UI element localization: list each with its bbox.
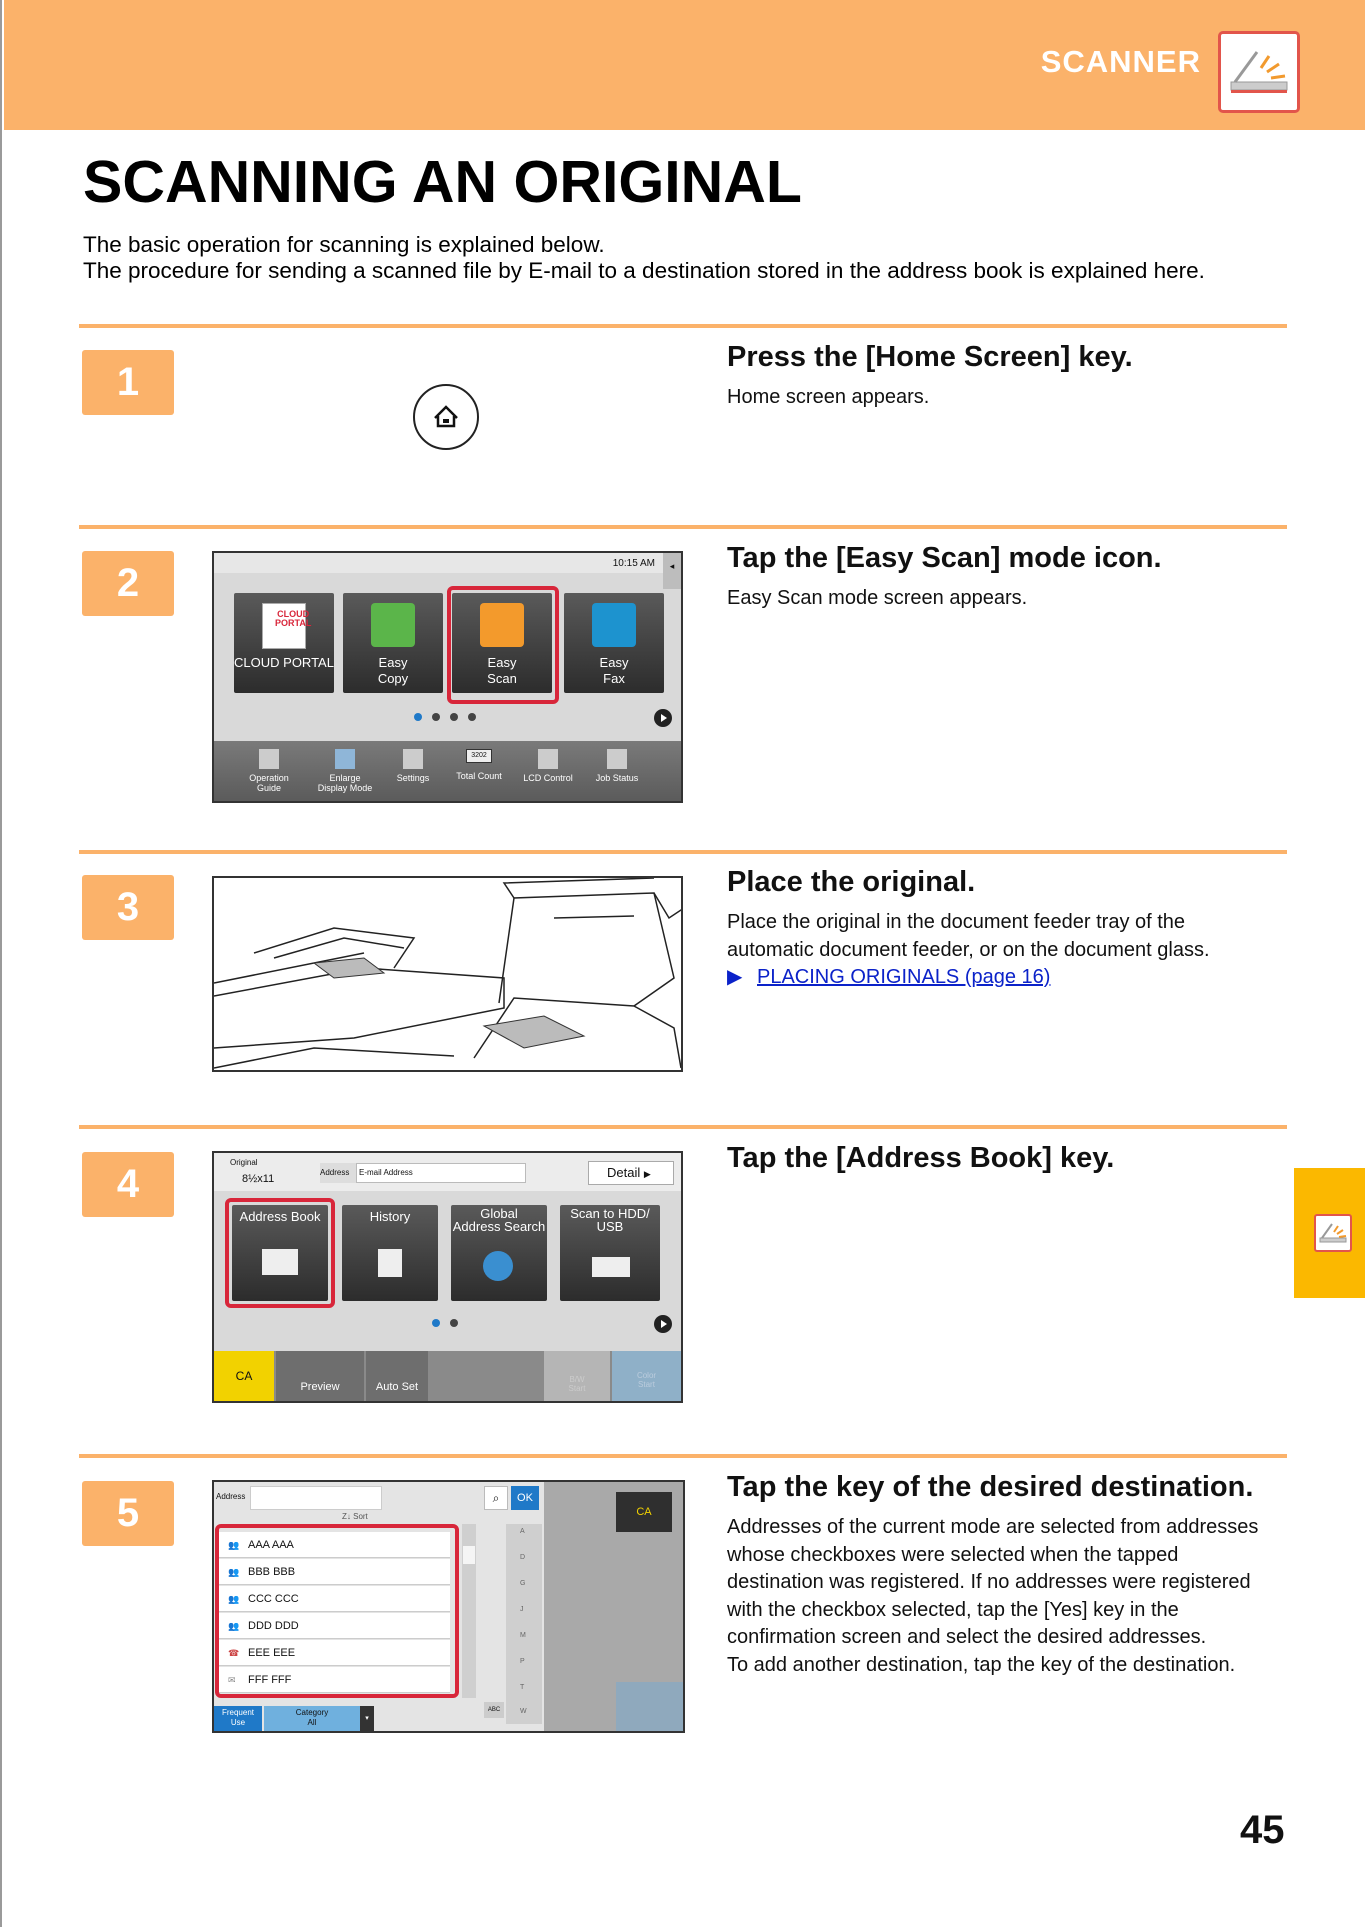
scanner-illustration — [212, 876, 683, 1072]
entry-name: CCC CCC — [248, 1593, 299, 1605]
scrollbar[interactable] — [462, 1524, 476, 1698]
step-divider — [79, 1125, 1287, 1129]
enlarge-display-button[interactable] — [310, 749, 380, 793]
address-label: Address — [320, 1163, 356, 1183]
step-body — [727, 585, 1027, 613]
settings-button[interactable] — [388, 749, 438, 783]
tile-label: Easy Scan — [487, 655, 517, 686]
entry-name: AAA AAA — [248, 1539, 294, 1551]
page-dot[interactable] — [414, 713, 422, 721]
usb-icon — [592, 1257, 630, 1277]
group-icon: 👥 — [228, 1594, 240, 1604]
page-dot[interactable] — [432, 713, 440, 721]
auto-set-label: Auto Set — [375, 1381, 419, 1393]
page-number: 45 — [1240, 1808, 1285, 1852]
address-list-panel — [214, 1482, 544, 1733]
tile-label: Global Address Search — [452, 1206, 546, 1234]
step-body-line: destination was registered. If no addresses were registered — [727, 1571, 1251, 1593]
index-bar[interactable] — [506, 1524, 542, 1724]
home-toolbar — [214, 741, 681, 801]
intro-text — [83, 232, 1205, 284]
tile-label: Address Book — [239, 1209, 321, 1224]
search-icon[interactable]: ⌕ — [484, 1486, 508, 1510]
chevron-down-icon[interactable]: ▾ — [360, 1706, 374, 1731]
scanner-icon — [1218, 31, 1300, 113]
scan-header — [214, 1153, 681, 1191]
preview-button[interactable] — [276, 1351, 364, 1401]
index-letter[interactable]: W — [520, 1708, 527, 1715]
brightness-icon — [538, 749, 558, 769]
scan-bottom-bar — [214, 1351, 681, 1401]
toolbar-label: Job Status — [595, 773, 639, 783]
step-number: 3 — [82, 875, 174, 940]
easy-scan-screen-illustration — [212, 1151, 683, 1403]
step-body-line: with the checkbox selected, tap the [Yes] key in the — [727, 1598, 1179, 1621]
tile-easy-copy[interactable] — [343, 593, 443, 693]
group-icon: 👥 — [228, 1621, 240, 1631]
address-book-screen-illustration — [212, 1480, 685, 1733]
abc-button[interactable]: ABC — [484, 1702, 504, 1718]
bw-start-button[interactable]: B/W Start — [544, 1351, 610, 1401]
arrow-right-icon: ▶ — [643, 1169, 651, 1179]
lcd-control-button[interactable] — [520, 749, 576, 783]
entry-name: BBB BBB — [248, 1566, 296, 1578]
job-status-icon — [607, 749, 627, 769]
group-icon: 👥 — [228, 1540, 240, 1550]
status-bar — [214, 553, 681, 573]
group-icon: 👥 — [228, 1567, 240, 1577]
original-value: 8½x11 — [242, 1173, 275, 1185]
step-number: 2 — [82, 551, 174, 616]
home-screen-illustration — [212, 551, 683, 803]
tile-label: Scan to HDD/ USB — [570, 1206, 650, 1234]
entry-name: DDD DDD — [248, 1620, 299, 1632]
ok-button[interactable]: OK — [511, 1486, 539, 1510]
step-heading: Tap the [Address Book] key. — [727, 1142, 1115, 1174]
toolbar-label: Operation Guide — [249, 773, 289, 793]
step-divider — [79, 1454, 1287, 1458]
index-letter[interactable]: M — [520, 1632, 526, 1639]
job-status-button[interactable] — [592, 749, 642, 783]
next-page-icon[interactable] — [654, 1315, 672, 1333]
index-letter[interactable]: J — [520, 1606, 524, 1613]
book-icon — [259, 749, 279, 769]
scrollbar-thumb[interactable] — [463, 1546, 475, 1564]
color-start-button[interactable] — [616, 1682, 685, 1733]
step-body-line: Home screen appears. — [727, 386, 930, 408]
step-heading: Tap the key of the desired destination. — [727, 1471, 1254, 1503]
highlight-frame — [225, 1198, 335, 1308]
history-icon — [378, 1249, 402, 1277]
clear-all-button[interactable]: CA — [616, 1492, 672, 1532]
bw-start-button[interactable] — [544, 1682, 614, 1733]
copy-icon — [371, 603, 415, 647]
step-body-line: Easy Scan mode screen appears. — [727, 587, 1028, 609]
section-title: SCANNER — [1040, 44, 1201, 79]
step-divider — [79, 324, 1287, 328]
tile-global-address-search[interactable] — [451, 1205, 547, 1301]
chapter-side-tab[interactable] — [1294, 1168, 1365, 1298]
step-body — [727, 1514, 1258, 1679]
toolbar-label: LCD Control — [523, 773, 573, 783]
step-number: 1 — [82, 350, 174, 415]
step-divider — [79, 850, 1287, 854]
step-heading: Tap the [Easy Scan] mode icon. — [727, 542, 1162, 574]
entry-name: EEE EEE — [248, 1647, 296, 1659]
step-body-line: confirmation screen and select the desired addresses. — [727, 1626, 1207, 1648]
toolbar-label: Enlarge Display Mode — [317, 773, 373, 793]
step-number: 5 — [82, 1481, 174, 1546]
page-dot[interactable] — [450, 713, 458, 721]
operation-guide-button[interactable] — [244, 749, 294, 793]
counter-icon: 3202 — [466, 749, 492, 763]
fax-icon: ☎ — [228, 1648, 240, 1658]
total-count-button[interactable] — [452, 749, 506, 781]
highlight-frame — [215, 1524, 459, 1698]
address-field[interactable]: E-mail Address — [356, 1163, 526, 1183]
page-dot[interactable] — [432, 1319, 440, 1327]
arrow-right-icon: ▶ — [727, 966, 743, 988]
index-letter[interactable]: T — [520, 1684, 525, 1691]
step-body-line: whose checkboxes were selected when the tapped — [727, 1543, 1179, 1566]
step-body-line: Place the original in the document feeder tray of the — [727, 911, 1186, 933]
frequent-use-tab[interactable]: Frequent Use — [214, 1706, 262, 1731]
intro-line: The procedure for sending a scanned file by E-mail to a destination stored in the address book is explained here. — [83, 258, 1205, 283]
preview-label: Preview — [300, 1381, 340, 1393]
placing-originals-link[interactable]: PLACING ORIGINALS (page 16) — [757, 966, 1051, 988]
index-letter[interactable]: D — [520, 1554, 526, 1561]
page-dot[interactable] — [450, 1319, 458, 1327]
step-body — [727, 909, 1210, 992]
tile-scan-to-hdd-usb[interactable] — [560, 1205, 660, 1301]
tile-history[interactable] — [342, 1205, 438, 1301]
toolbar-label: Total Count — [456, 771, 502, 781]
section-header — [4, 0, 1365, 130]
home-screen-key-icon — [413, 384, 479, 450]
address-input[interactable] — [250, 1486, 382, 1510]
clear-all-button[interactable]: CA — [214, 1351, 274, 1401]
tile-label: Easy Copy — [377, 655, 409, 686]
index-letter[interactable]: P — [520, 1658, 525, 1665]
auto-set-button[interactable] — [366, 1351, 428, 1401]
page-dot[interactable] — [468, 713, 476, 721]
entry-name: FFF FFF — [248, 1674, 292, 1686]
detail-label: Detail — [607, 1165, 641, 1180]
intro-line: The basic operation for scanning is explained below. — [83, 232, 605, 257]
wrench-icon — [403, 749, 423, 769]
index-letter[interactable]: G — [520, 1580, 526, 1587]
sort-button[interactable]: Z↓ Sort — [342, 1512, 368, 1521]
step-heading: Place the original. — [727, 866, 976, 898]
original-label: Original — [230, 1158, 258, 1167]
mail-icon: ✉ — [228, 1675, 236, 1685]
fax-icon — [592, 603, 636, 647]
tile-easy-fax[interactable] — [564, 593, 664, 693]
page-title: SCANNING AN ORIGINAL — [83, 149, 802, 215]
tile-label: Easy Fax — [599, 655, 629, 686]
scanner-icon — [1314, 1214, 1352, 1252]
address-label: Address — [216, 1492, 246, 1501]
step-body-line: To add another destination, tap the key of the destination. — [727, 1653, 1236, 1676]
globe-icon — [483, 1251, 513, 1281]
step-body — [727, 384, 929, 412]
cloud-portal-icon — [262, 603, 312, 649]
cross-reference[interactable] — [727, 964, 1210, 992]
index-letter[interactable]: A — [520, 1528, 525, 1535]
next-page-icon[interactable] — [654, 709, 672, 727]
cloud-portal-logo: CLOUD PORTAL — [275, 609, 312, 628]
enlarge-icon — [335, 749, 355, 769]
step-body-line: automatic document feeder, or on the document glass. — [727, 938, 1210, 961]
category-select[interactable]: Category All — [264, 1706, 360, 1731]
toolbar-label: Settings — [396, 773, 430, 783]
step-heading: Press the [Home Screen] key. — [727, 341, 1133, 373]
highlight-frame — [447, 586, 559, 704]
step-divider — [79, 525, 1287, 529]
side-tab-icon: ◂ — [663, 553, 681, 589]
step-body-line: Addresses of the current mode are selected from addresses — [727, 1516, 1259, 1538]
step-number: 4 — [82, 1152, 174, 1217]
clock: 10:15 AM — [612, 558, 655, 569]
tile-label: CLOUD PORTAL — [234, 655, 334, 670]
detail-button[interactable] — [588, 1161, 674, 1185]
tile-label: History — [369, 1209, 411, 1224]
color-start-button[interactable]: Color Start — [612, 1351, 681, 1401]
tile-cloud-portal[interactable] — [234, 593, 334, 693]
